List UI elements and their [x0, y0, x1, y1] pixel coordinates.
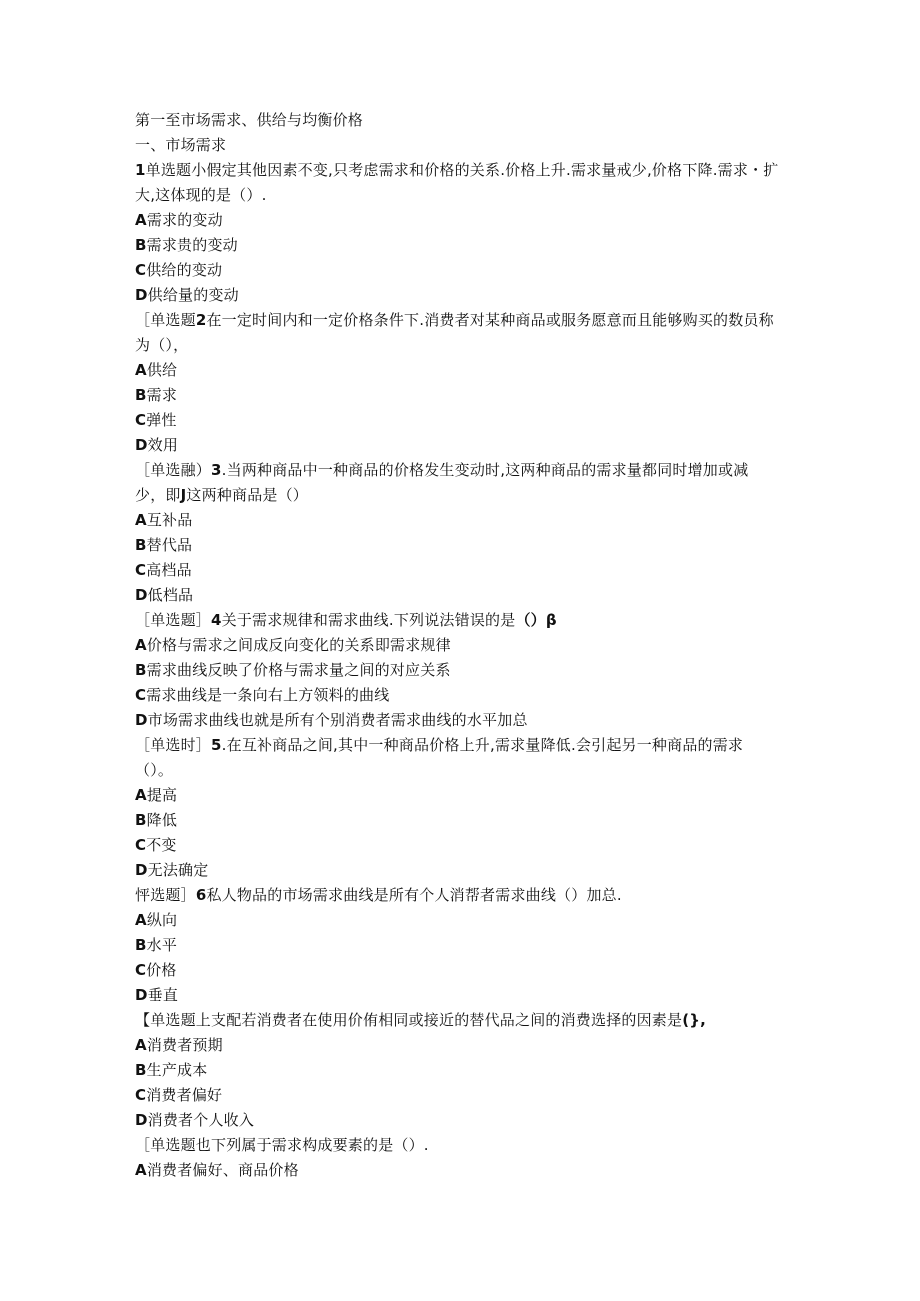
- option-text: 水平: [146, 936, 178, 954]
- option-a: [135, 208, 795, 233]
- question-3-line-1: [135, 458, 795, 483]
- option-a: [135, 633, 795, 658]
- option-text: 高档品: [146, 561, 192, 579]
- option-text: 消费者个人收入: [147, 1111, 255, 1129]
- question-text: 关于需求规律和需求曲线.下列说法错误的是: [221, 611, 516, 629]
- option-key: D: [135, 286, 148, 304]
- question-text: 私人物品的市场需求曲线是所有个人消帮者需求曲线（）加总.: [206, 886, 622, 904]
- question-1-line-1: [135, 158, 795, 183]
- question-6-line-1: [135, 883, 795, 908]
- question-number: 3: [211, 461, 222, 479]
- option-key: A: [135, 1036, 147, 1054]
- option-key: D: [135, 861, 148, 879]
- question-8-line-1: ［单选题也下列属于需求构成要素的是（）.: [135, 1136, 429, 1154]
- question-2-line-1: [135, 308, 795, 333]
- option-text: 需求曲线是一条向右上方领料的曲线: [146, 686, 390, 704]
- document-body: [135, 108, 795, 1183]
- option-c: [135, 558, 795, 583]
- question-prefix: ［单选时］: [135, 736, 212, 754]
- question-prefix: ［单选题: [135, 311, 196, 329]
- question-number: 2: [195, 311, 207, 329]
- option-d: [135, 433, 795, 458]
- question-5-line-1: [135, 733, 795, 758]
- option-c: [135, 683, 795, 708]
- option-text: 需求的变动: [146, 211, 223, 229]
- option-key: B: [135, 236, 147, 254]
- option-key: A: [135, 786, 147, 804]
- option-a: [135, 908, 795, 933]
- option-b: [135, 383, 795, 408]
- option-c: [135, 408, 795, 433]
- document-title: 第一至市场需求、供给与均衡价格: [135, 111, 364, 129]
- option-text: 不变: [146, 836, 177, 854]
- option-key: A: [135, 361, 147, 379]
- question-number: 4: [211, 611, 222, 629]
- option-key: C: [135, 411, 147, 429]
- option-a: [135, 1158, 795, 1183]
- question-3-line-2: [135, 483, 795, 508]
- option-key: B: [135, 936, 147, 954]
- option-key: C: [135, 686, 147, 704]
- option-key: C: [135, 1086, 147, 1104]
- option-text: 垂直: [147, 986, 179, 1004]
- option-text: 无法确定: [147, 861, 209, 879]
- option-b: [135, 533, 795, 558]
- question-mark: J: [180, 486, 187, 504]
- option-key: D: [135, 711, 148, 729]
- option-d: [135, 858, 795, 883]
- option-a: [135, 1033, 795, 1058]
- option-text: 低档品: [147, 586, 194, 604]
- option-b: [135, 658, 795, 683]
- option-text: 降低: [146, 811, 178, 829]
- option-text: 供给: [146, 361, 178, 379]
- option-key: D: [135, 986, 148, 1004]
- option-key: D: [135, 586, 148, 604]
- option-c: [135, 833, 795, 858]
- option-key: C: [135, 261, 147, 279]
- option-key: A: [135, 1161, 147, 1179]
- option-d: [135, 583, 795, 608]
- option-key: A: [135, 511, 147, 529]
- option-d: [135, 1108, 795, 1133]
- option-key: D: [135, 1111, 148, 1129]
- option-b: [135, 1058, 795, 1083]
- option-b: [135, 233, 795, 258]
- option-d: [135, 708, 795, 733]
- question-tail: (},: [682, 1011, 707, 1029]
- question-text: 少，即: [135, 486, 181, 504]
- option-a: [135, 783, 795, 808]
- question-prefix: ［单选融）: [135, 461, 212, 479]
- option-key: B: [135, 1061, 147, 1079]
- question-tail: （）β: [515, 611, 557, 629]
- question-number: 6: [195, 886, 207, 904]
- option-text: 价格与需求之间成反向变化的关系即需求规律: [146, 636, 451, 654]
- question-text: 【单选题上支配若消费者在使用价侑相同或接近的替代品之间的消费选择的因素是: [135, 1011, 683, 1029]
- option-text: 替代品: [146, 536, 193, 554]
- option-key: C: [135, 836, 147, 854]
- question-4-line-1: [135, 608, 795, 633]
- option-d: [135, 983, 795, 1008]
- option-c: [135, 258, 795, 283]
- question-text: .在互补商品之间,其中一种商品价格上升,需求量降低.会引起另一种商品的需求: [221, 736, 744, 754]
- option-text: 价格: [146, 961, 177, 979]
- option-text: 效用: [147, 436, 179, 454]
- question-number: 5: [211, 736, 222, 754]
- option-key: C: [135, 961, 147, 979]
- option-key: B: [135, 661, 147, 679]
- option-key: B: [135, 386, 147, 404]
- option-d: [135, 283, 795, 308]
- question-text: 在一定时间内和一定价格条件下.消费者对某种商品或服务愿意而且能够购买的数员称: [206, 311, 774, 329]
- option-key: D: [135, 436, 148, 454]
- question-number: 1: [135, 161, 146, 179]
- question-1-line-2: 大,这体现的是（）.: [135, 186, 267, 204]
- option-text: 互补品: [146, 511, 193, 529]
- option-text: 消费者偏好、商品价格: [146, 1161, 299, 1179]
- option-text: 提高: [146, 786, 178, 804]
- question-text: 这两种商品是（）: [186, 486, 308, 504]
- option-text: 消费者预期: [146, 1036, 223, 1054]
- option-key: A: [135, 211, 147, 229]
- option-text: 生产成本: [146, 1061, 208, 1079]
- option-key: C: [135, 561, 147, 579]
- option-text: 需求: [146, 386, 178, 404]
- option-key: A: [135, 636, 147, 654]
- question-text: 单选题小假定其他因素不变,只考虑需求和价格的关系.价格上升.需求量戒少,价格下降.需求・扩: [145, 161, 779, 179]
- option-text: 供给量的变动: [147, 286, 239, 304]
- option-key: B: [135, 811, 147, 829]
- section-heading: 一、市场需求: [135, 136, 227, 154]
- option-text: 消费者偏好: [146, 1086, 223, 1104]
- question-prefix: ［单选题］: [135, 611, 212, 629]
- option-c: [135, 1083, 795, 1108]
- question-prefix: 怦选题］: [135, 886, 196, 904]
- option-key: A: [135, 911, 147, 929]
- option-b: [135, 808, 795, 833]
- question-5-line-2: （）。: [135, 761, 174, 779]
- option-a: [135, 358, 795, 383]
- question-text: .当两种商品中一种商品的价格发生变动时,这两种商品的需求量都同时增加或减: [221, 461, 749, 479]
- option-key: B: [135, 536, 147, 554]
- option-text: 纵向: [146, 911, 178, 929]
- option-c: [135, 958, 795, 983]
- option-text: 需求贵的变动: [146, 236, 238, 254]
- option-a: [135, 508, 795, 533]
- option-text: 供给的变动: [146, 261, 223, 279]
- question-2-line-2: 为（），: [135, 336, 189, 354]
- option-text: 需求曲线反映了价格与需求量之间的对应关系: [146, 661, 451, 679]
- option-b: [135, 933, 795, 958]
- option-text: 市场需求曲线也就是所有个别消费者需求曲线的水平加总: [147, 711, 528, 729]
- question-7-line-1: [135, 1008, 795, 1033]
- option-text: 弹性: [146, 411, 177, 429]
